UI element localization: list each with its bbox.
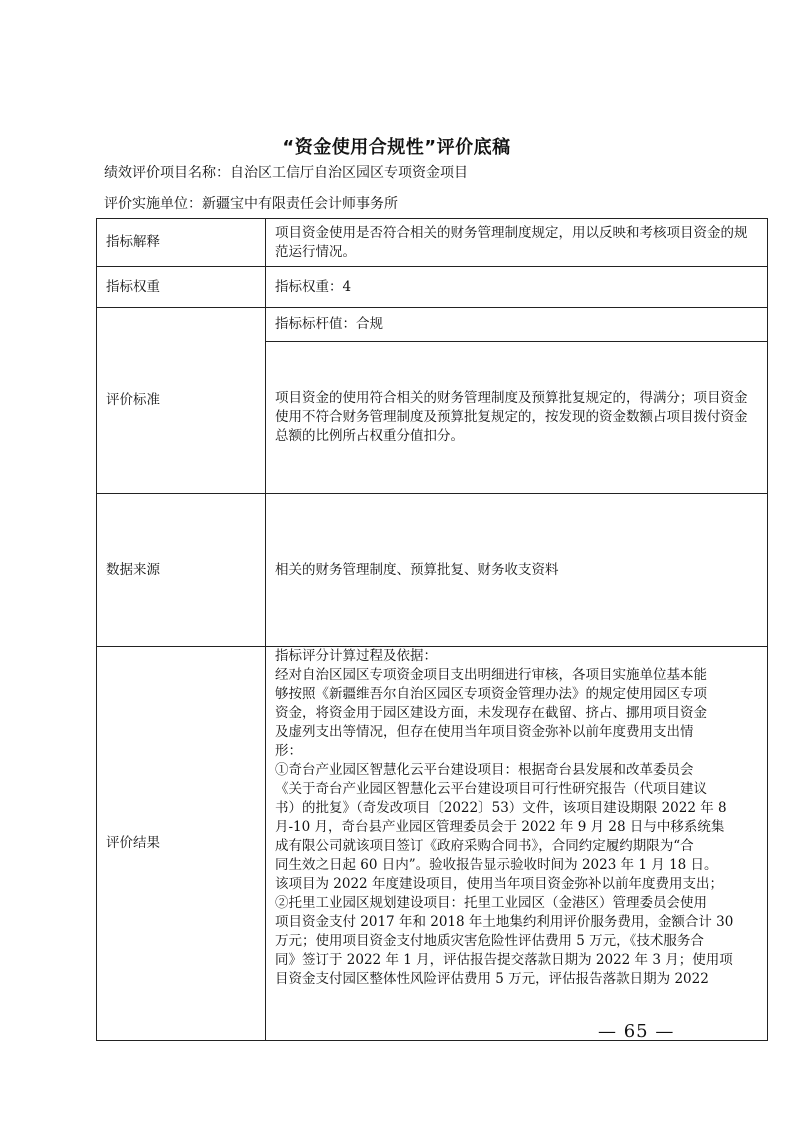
result-line: 该项目为 2022 年度建设项目，使用当年项目资金弥补以前年度费用支出； [275, 876, 723, 892]
result-line: 及虚列支出等情况，但存在使用当年项目资金弥补以前年度费用支出情 [275, 724, 694, 740]
result-line: 形： [275, 743, 302, 759]
result-line: 《关于奇台产业园区智慧化云平台建设项目可行性研究报告（代项目建议 [275, 781, 707, 797]
label-explanation: 指标解释 [97, 219, 266, 267]
row-source [97, 494, 768, 647]
content-source: 相关的财务管理制度、预算批复、财务收支资料 [266, 494, 768, 647]
evaluation-table [96, 218, 768, 1041]
content-weight: 指标权重：4 [266, 267, 768, 308]
result-line: 经对自治区园区专项资金项目支出明细进行审核，各项目实施单位基本能 [275, 667, 707, 683]
row-weight [97, 267, 768, 308]
project-name-line: 绩效评价项目名称：自治区工信厅自治区园区专项资金项目 [104, 165, 468, 181]
result-line: 书）的批复》（奇发改项目〔2022〕53）文件，该项目建设期限 2022 年 8 [275, 800, 727, 816]
document-title: “资金使用合规性”评价底稿 [282, 137, 511, 158]
result-line: 项目资金支付 2017 年和 2018 年土地集约利用评价服务费用，金额合计 30 [275, 914, 734, 930]
result-line: 成有限公司就该项目签订《政府采购合同书》，合同约定履约期限为“合 [275, 838, 694, 854]
result-line: 指标评分计算过程及依据： [275, 648, 437, 664]
content-standard: 项目资金的使用符合相关的财务管理制度及预算批复规定的，得满分；项目资金使用不符合财务管理制度及预算批复规定的，按发现的资金数额占项目拨付资金总额的比例所占权重分值扣分。 [266, 342, 768, 494]
result-line: 够按照《新疆维吾尔自治区园区专项资金管理办法》的规定使用园区专项 [275, 686, 707, 702]
row-standard-benchmark [97, 308, 768, 342]
result-line: 资金，将资金用于园区建设方面，未发现存在截留、挤占、挪用项目资金 [275, 705, 707, 721]
label-standard: 评价标准 [97, 308, 266, 494]
result-line: 同》签订于 2022 年 1 月，评估报告提交落款日期为 2022 年 3 月；使用项 [275, 952, 733, 968]
evaluation-unit-line: 评价实施单位：新疆宝中有限责任会计师事务所 [104, 196, 398, 212]
content-benchmark: 指标标杆值：合规 [266, 308, 768, 342]
result-line: 月-10 月，奇台县产业园区管理委员会于 2022 年 9 月 28 日与中移系统集 [275, 819, 725, 835]
label-weight: 指标权重 [97, 267, 266, 308]
content-result [266, 647, 768, 1041]
result-line: 目资金支付园区整体性风险评估费用 5 万元，评估报告落款日期为 2022 [275, 971, 709, 987]
result-line: ①奇台产业园区智慧化云平台建设项目：根据奇台县发展和改革委员会 [275, 762, 694, 778]
label-result: 评价结果 [97, 647, 266, 1041]
content-explanation: 项目资金使用是否符合相关的财务管理制度规定，用以反映和考核项目资金的规范运行情况。 [266, 219, 768, 267]
row-explanation [97, 219, 768, 267]
result-line: ②托里工业园区规划建设项目：托里工业园区（金港区）管理委员会使用 [275, 895, 707, 911]
result-text [275, 647, 759, 989]
result-line: 万元；使用项目资金支付地质灾害危险性评估费用 5 万元，《技术服务合 [275, 933, 704, 949]
label-source: 数据来源 [97, 494, 266, 647]
row-result [97, 647, 768, 1041]
result-line: 同生效之日起 60 日内”。验收报告显示验收时间为 2023 年 1 月 18 日。 [275, 857, 718, 873]
page-number: — 65 — [598, 1021, 675, 1042]
